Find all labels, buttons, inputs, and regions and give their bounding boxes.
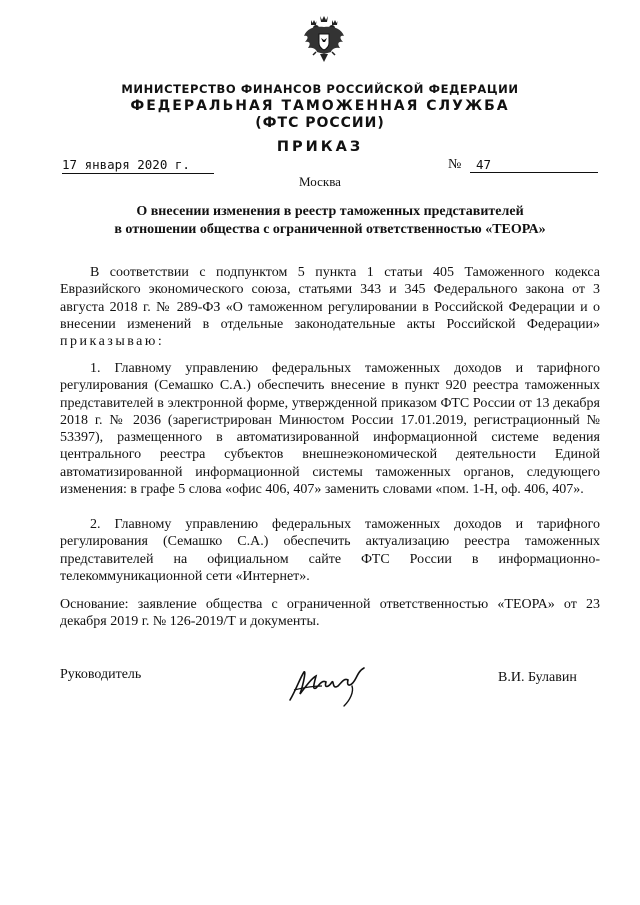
signer-name: В.И. Булавин bbox=[498, 670, 577, 685]
service-short-name: (ФТС РОССИИ) bbox=[255, 115, 385, 131]
preamble-paragraph bbox=[60, 264, 600, 350]
order-date: 17 января 2020 г. bbox=[62, 156, 214, 174]
order-title-line-2: в отношении общества с ограниченной ответственностью «ТЕОРА» bbox=[114, 222, 546, 237]
number-sign: № bbox=[448, 157, 462, 172]
order-number: 47 bbox=[470, 156, 598, 173]
coat-of-arms-icon bbox=[303, 14, 345, 64]
city: Москва bbox=[299, 174, 341, 189]
service-name: ФЕДЕРАЛЬНАЯ ТАМОЖЕННАЯ СЛУЖБА bbox=[130, 98, 510, 114]
signer-role: Руководитель bbox=[60, 667, 142, 682]
order-directive: приказываю: bbox=[60, 334, 165, 350]
document-type: ПРИКАЗ bbox=[276, 139, 364, 155]
paragraph-item-2: 2. Главному управлению федеральных таможенных доходов и тарифного регулирования (Семашко С.А.) обеспечить актуализацию реестра таможенных представителей на официальном сайте ФТС России в информационно-телекоммуникационной сети «Интернет». bbox=[60, 517, 600, 584]
order-title bbox=[40, 203, 620, 239]
basis-paragraph: Основание: заявление общества с ограниченной ответственностью «ТЕОРА» от 23 декабря 2019 г. № 126-2019/Т и документы. bbox=[60, 597, 600, 630]
preamble-text: В соответствии с подпунктом 5 пункта 1 статьи 405 Таможенного кодекса Евразийского экономического союза, статьями 343 и 345 Федерального закона от 3 августа 2018 г. № 289-ФЗ «О таможенном регулировании в Российской Федерации и о внесении изменений в отдельные законодательные акты Российской Федерации» bbox=[60, 265, 600, 332]
ministry-name: МИНИСТЕРСТВО ФИНАНСОВ РОССИЙСКОЙ ФЕДЕРАЦИИ bbox=[121, 82, 519, 96]
order-title-line-1: О внесении изменения в реестр таможенных представителей bbox=[136, 204, 524, 219]
handwritten-signature-icon bbox=[282, 660, 382, 710]
paragraph-item-1: 1. Главному управлению федеральных таможенных доходов и тарифного регулирования (Семашко С.А.) обеспечить внесение в пункт 920 реестра таможенных представителей в электронной форме, утвержденной приказом ФТС России от 13 декабря 2018 г. № 2036 (зарегистрирован Минюстом России 17.01.2019, регистрационный № 53397), размещенного в автоматизированной информационной системе ведения центрального реестра субъектов внешнеэкономической деятельности Единой автоматизированной информационной системы таможенных органов, следующего изменения: в графе 5 слова «офис 406, 407» заменить словами «пом. 1-Н, оф. 406, 407». bbox=[60, 361, 600, 498]
